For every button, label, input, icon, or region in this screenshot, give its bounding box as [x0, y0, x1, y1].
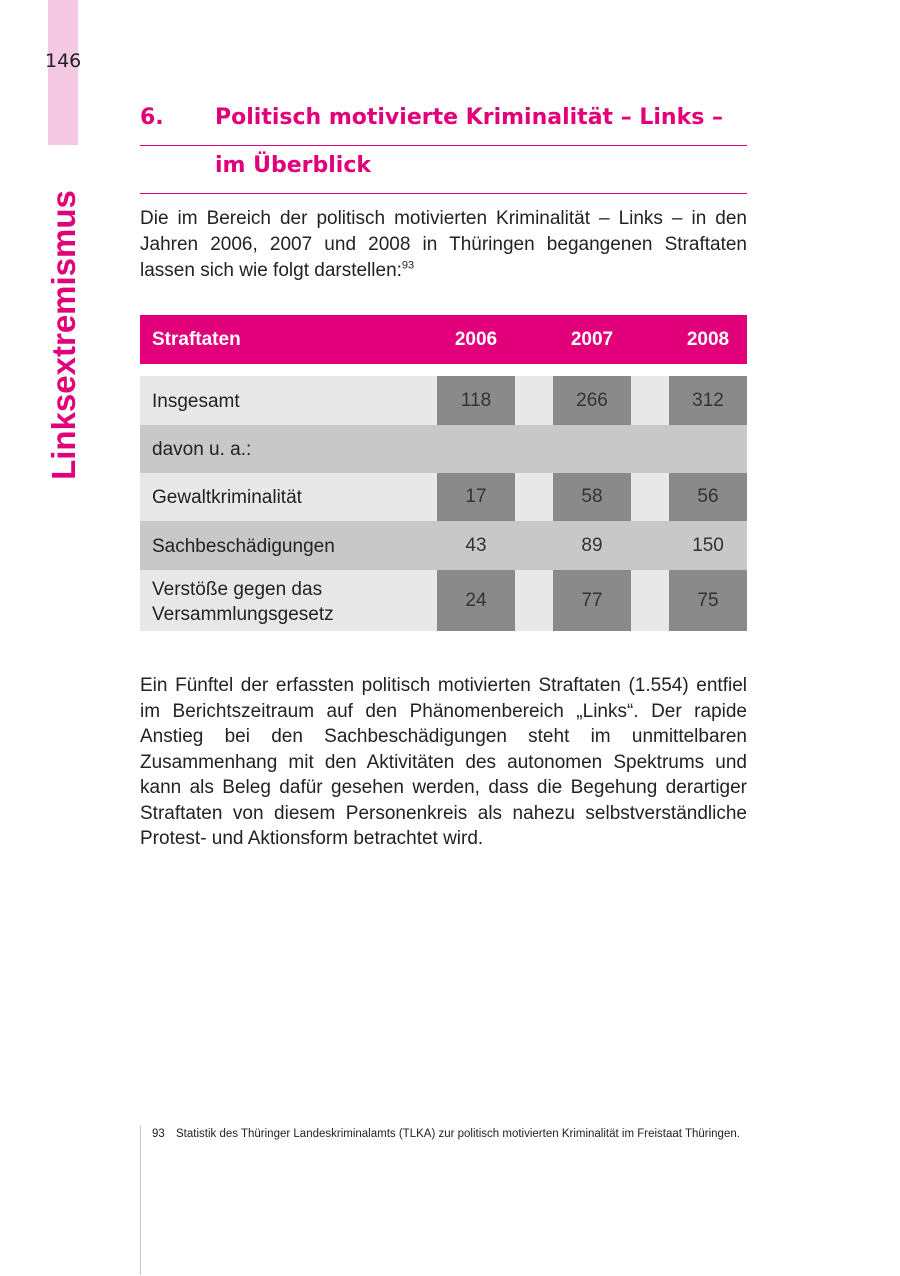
crime-statistics-table — [140, 315, 747, 631]
footnote-rule — [140, 1125, 141, 1275]
table-cell: 89 — [581, 534, 603, 556]
row-label: Gewaltkriminalität — [152, 487, 302, 508]
footnote-reference: 93 — [401, 259, 415, 272]
intro-paragraph — [140, 206, 747, 284]
table-row — [140, 570, 747, 631]
row-label: Sachbeschädigungen — [152, 536, 335, 557]
table-cell: 75 — [669, 570, 747, 631]
header-label: Straftaten — [152, 329, 241, 350]
heading-divider — [140, 193, 747, 194]
table-row — [140, 521, 747, 570]
table-cell: 118 — [437, 376, 515, 425]
body-paragraph: Ein Fünftel der erfassten politisch motivierten Straftaten (1.554) entfiel im Berichtszeitraum auf den Phänomenbereich „Links“. Der rapide Anstieg bei den Sachbeschädigungen steht im unmittelbaren Zusammenhang mit den Aktivitäten des autonomen Spektrums und kann als Beleg dafür gesehen werden, dass die Begehung derartiger Straftaten von diesem Personenkreis als nahezu selbstverständliche Protest- und Aktionsform betrachtet wird. — [140, 675, 747, 849]
header-year: 2008 — [686, 329, 730, 350]
table-cell: 43 — [465, 534, 487, 556]
header-year: 2006 — [454, 329, 498, 350]
side-tab-marker — [48, 0, 78, 145]
footnote-number: 93 — [152, 1128, 165, 1140]
table-cell: 24 — [437, 570, 515, 631]
footnote-text: Statistik des Thüringer Landeskriminalamts (TLKA) zur politisch motivierten Kriminalität im Freistaat Thüringen. — [176, 1128, 740, 1140]
row-label — [152, 577, 334, 627]
intro-text: Die im Bereich der politisch motivierten Kriminalität – Links – in den Jahren 2006, 2007 und 2008 in Thüringen begangenen Straftaten lassen sich wie folgt darstellen: — [140, 208, 747, 281]
table-cell: 312 — [669, 376, 747, 425]
table-cell: 77 — [553, 570, 631, 631]
section-number: 6. — [140, 105, 164, 130]
footnote — [152, 1127, 747, 1142]
row-label-line: Verstöße gegen das — [152, 579, 323, 600]
table-cell: 17 — [437, 473, 515, 521]
table-header — [140, 315, 747, 364]
header-year: 2007 — [570, 329, 614, 350]
section-title-line1: Politisch motivierte Kriminalität – Links – — [215, 105, 723, 130]
page-number: 146 — [45, 50, 82, 72]
table-cell: 266 — [553, 376, 631, 425]
row-label: Insgesamt — [152, 391, 240, 412]
table-row — [140, 425, 747, 473]
row-label-line: Versammlungsgesetz — [152, 604, 334, 625]
table-cell: 150 — [692, 534, 724, 556]
section-title-line2: im Überblick — [215, 153, 372, 178]
table-row — [140, 376, 747, 425]
table-cell: 58 — [553, 473, 631, 521]
side-chapter-title: Linksextremismus — [45, 190, 82, 480]
heading-divider — [140, 145, 747, 146]
table-row — [140, 473, 747, 521]
table-cell: 56 — [669, 473, 747, 521]
row-label: davon u. a.: — [152, 439, 252, 460]
